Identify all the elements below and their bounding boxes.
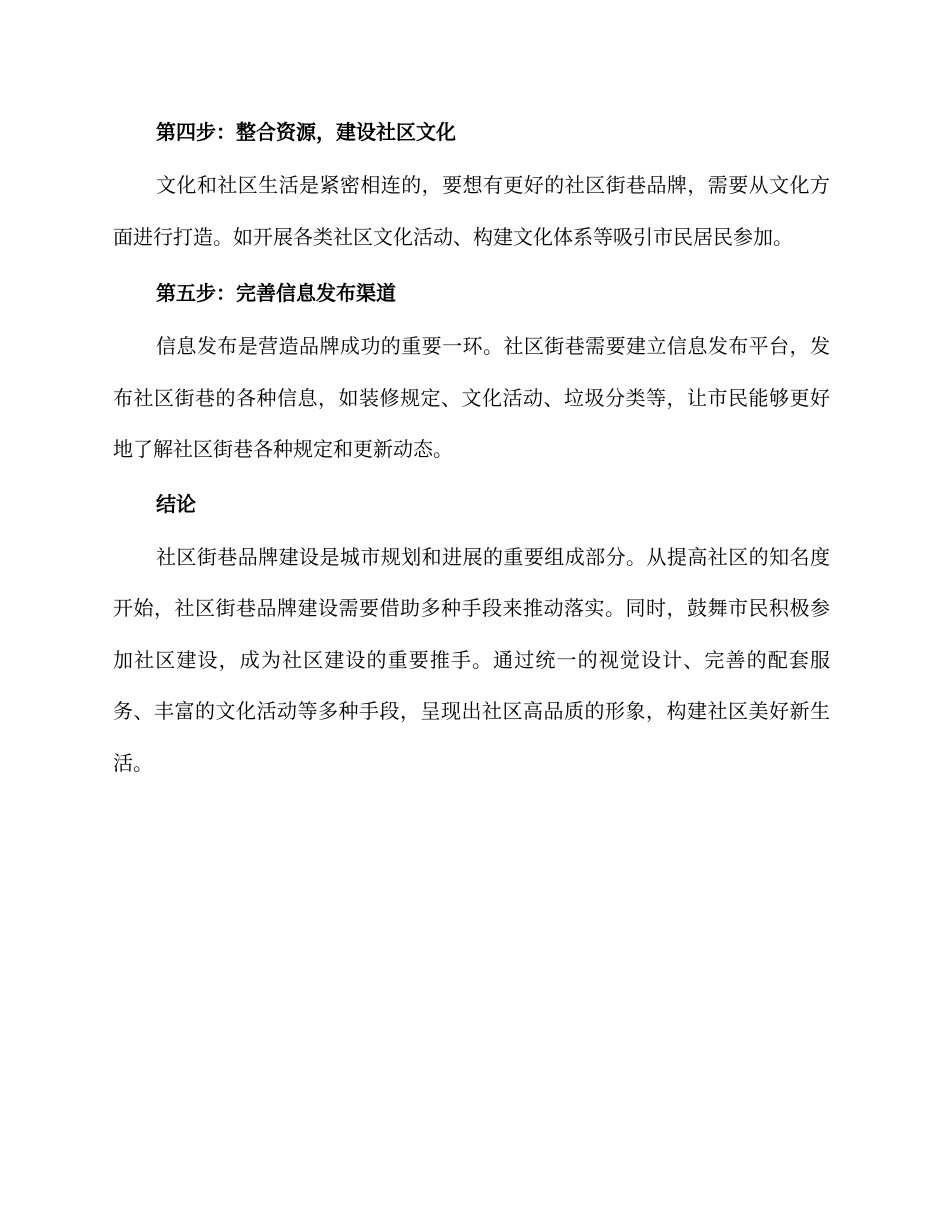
section-paragraph: 信息发布是营造品牌成功的重要一环。社区街巷需要建立信息发布平台，发布社区街巷的各种信息，如装修规定、文化活动、垃圾分类等，让市民能够更好地了解社区街巷各种规定和更新动态。: [113, 334, 830, 461]
section-paragraph: 社区街巷品牌建设是城市规划和进展的重要组成部分。从提高社区的知名度开始，社区街巷品牌建设需要借助多种手段来推动落实。同时，鼓舞市民积极参加社区建设，成为社区建设的重要推手。通过统一的视觉设计、完善的配套服务、丰富的文化活动等多种手段，呈现出社区高品质的形象，构建社区美好新生活。: [113, 544, 830, 775]
section-heading: 结论: [156, 491, 196, 516]
section-heading: 第四步：整合资源，建设社区文化: [156, 120, 456, 144]
section-step-four: [113, 116, 830, 263]
section-step-five: [113, 277, 830, 476]
section-conclusion: [113, 488, 830, 790]
section-paragraph: 文化和社区生活是紧密相连的，要想有更好的社区街巷品牌，需要从文化方面进行打造。如开展各类社区文化活动、构建文化体系等吸引市民居民参加。: [113, 173, 830, 249]
section-heading: 第五步：完善信息发布渠道: [156, 281, 396, 305]
document-page: [113, 110, 830, 801]
